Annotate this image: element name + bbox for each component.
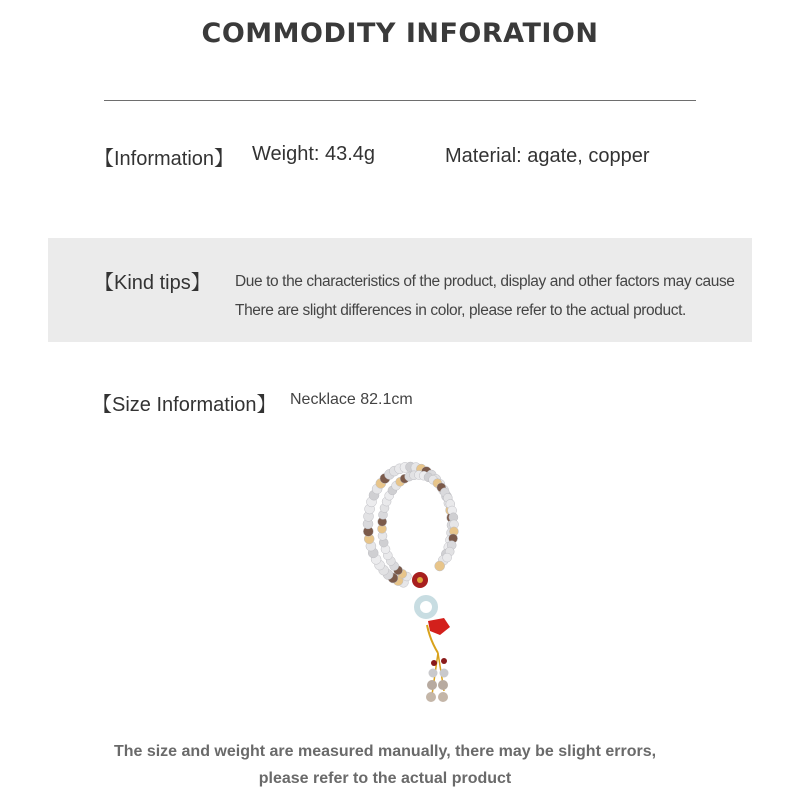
measurement-note-line-2: please refer to the actual product: [258, 770, 512, 787]
kind-tips-label: 【Kind tips】: [94, 272, 211, 294]
divider: [104, 100, 696, 101]
necklace-bead: [443, 553, 452, 562]
size-value: Necklace 82.1cm: [290, 391, 413, 408]
information-label: 【Information】: [94, 148, 235, 170]
weight-value: Weight: 43.4g: [252, 143, 376, 165]
measurement-note: [0, 738, 770, 792]
material-value: Material: agate, copper: [445, 145, 650, 167]
agate-necklace-icon: [340, 455, 500, 715]
kind-tips-line-1: Due to the characteristics of the product, display and other factors may cause: [235, 273, 735, 290]
kind-tips-text: [235, 267, 745, 325]
page-title: COMMODITY INFORATION: [201, 18, 599, 49]
size-information-label: 【Size Information】: [92, 394, 277, 416]
kind-tips-line-2: There are slight differences in color, please refer to the actual product.: [235, 302, 686, 319]
necklace-bead: [435, 561, 445, 571]
measurement-note-line-1: The size and weight are measured manually, there may be slight errors,: [113, 743, 657, 760]
